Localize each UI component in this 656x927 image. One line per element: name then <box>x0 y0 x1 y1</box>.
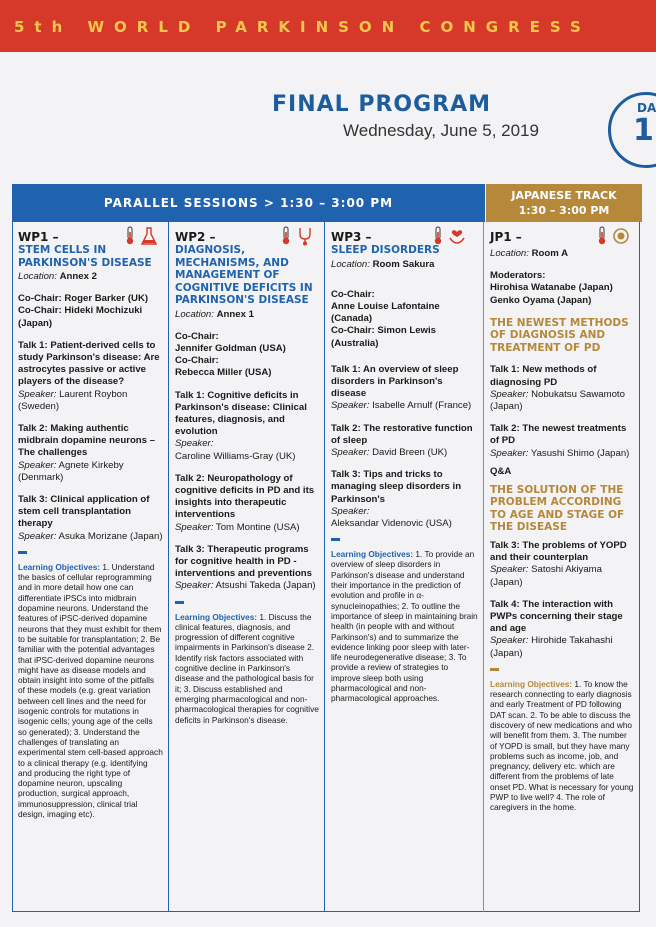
talk-speaker <box>18 531 163 543</box>
session-jp1 <box>484 222 640 912</box>
session-location <box>490 248 635 260</box>
moderator: Genko Oyama (Japan) <box>490 294 592 306</box>
talk-title: Talk 3: Tips and tricks to managing sleep disorders in Parkinson's <box>331 469 462 505</box>
speaker-label: Speaker: <box>175 438 214 450</box>
co-chair: Rebecca Miller (USA) <box>175 367 272 379</box>
divider <box>18 551 27 554</box>
talk-title: Talk 2: The restorative function of sleep <box>331 422 473 446</box>
learning-objectives <box>490 679 635 813</box>
talk-title: Talk 1: New methods of diagnosing PD <box>490 364 597 388</box>
lo-text: 1. Discuss the clinical features, diagnosis, and progression of different cognitive impairments in Parkinson's disease 2. Identify risk factors associated with cognitive decline in Parkinson's disease and the pathological basis for it; 3. Discuss established and emerging pharmacological and non-pharmacological therapies for cognitive deficits in Parkinson's disease. <box>175 611 319 725</box>
location-value: Annex 1 <box>216 308 254 320</box>
speaker-label: Speaker: <box>18 530 57 542</box>
learning-objectives <box>175 612 319 725</box>
speaker-name: Laurent Roybon (Sweden) <box>18 388 128 412</box>
lo-heading: Learning Objectives: <box>18 561 101 572</box>
talk-speaker <box>331 447 478 459</box>
lo-heading: Learning Objectives: <box>490 678 573 689</box>
speaker-name: Aleksandar Videnovic (USA) <box>331 517 452 529</box>
congress-banner <box>0 0 656 52</box>
co-chair-label: Co-Chair: <box>175 355 219 367</box>
speaker-label: Speaker: <box>18 388 57 400</box>
speaker-label: Speaker: <box>331 505 370 517</box>
session-location <box>18 271 163 283</box>
talk-title: Talk 2: The newest treatments of PD <box>490 423 627 447</box>
day-tab-label: DA <box>637 101 656 115</box>
jp-header-line2: 1:30 – 3:00 PM <box>518 204 610 217</box>
session-wp2 <box>169 222 325 912</box>
learning-objectives <box>18 562 163 819</box>
location-label: Location: <box>331 258 370 270</box>
lo-heading: Learning Objectives: <box>175 611 258 622</box>
moderator: Hirohisa Watanabe (Japan) <box>490 282 613 294</box>
location-label: Location: <box>490 248 529 259</box>
session-wp3 <box>325 222 484 912</box>
talk-speaker <box>331 400 478 412</box>
co-chair-label: Co-Chair: <box>331 288 375 300</box>
jp-header-line1: JAPANESE TRACK <box>511 189 617 202</box>
talk-speaker <box>18 389 163 413</box>
talk-title: Talk 2: Making authentic midbrain dopamine neurons – The challenges <box>18 423 155 459</box>
page-title: FINAL PROGRAM <box>272 92 492 117</box>
lo-text: 1. To know the research connecting to early diagnosis and early Treatment of PD following DAT scan. 2. To be able to discuss the discovery of new medications and who will benefit from them. 3. The number of YOPD is small, but they have many problems such as income, job, and pregnancy, delivery etc. which are different from the problems of late onset PD. What is necessary for young PWP to live well? 4. The role of caregivers in the home. <box>490 678 634 813</box>
talk-title: Talk 3: Therapeutic programs for cognitive health in PD - interventions and preventions <box>175 543 313 580</box>
speaker-name: Hirohide Takahashi (Japan) <box>490 635 613 659</box>
session-location <box>331 259 478 271</box>
lo-heading: Learning Objectives: <box>331 549 414 560</box>
page-date: Wednesday, June 5, 2019 <box>343 121 539 140</box>
session-title: DIAGNOSIS, MECHANISMS, AND MANAGEMENT OF COGNITIVE DEFICITS IN PARKINSON'S DISEASE <box>175 244 313 306</box>
speaker-label: Speaker: <box>490 447 529 459</box>
divider <box>331 538 340 541</box>
location-value: Room Sakura <box>372 258 435 270</box>
talk-speaker <box>490 448 635 460</box>
speaker-name: Agnete Kirkeby (Denmark) <box>18 459 124 483</box>
co-chair: Anne Louise Lafontaine (Canada) <box>331 300 440 325</box>
talk-speaker <box>490 635 635 659</box>
speaker-name: Isabelle Arnulf (France) <box>372 400 472 412</box>
speaker-name: Caroline Williams-Gray (UK) <box>175 450 296 462</box>
talk-title: Talk 2: Neuropathology of cognitive deficits in PD and its insights into therapeutic interventions <box>175 472 315 521</box>
co-chair: Co-Chair: Roger Barker (UK) <box>18 293 149 305</box>
co-chair-label: Co-Chair: <box>175 330 219 342</box>
speaker-name: David Breen (UK) <box>372 446 448 458</box>
session-code: WP2 – <box>175 230 216 244</box>
moderators-label: Moderators: <box>490 270 546 282</box>
speaker-name: Tom Montine (USA) <box>215 521 300 533</box>
location-label: Location: <box>18 271 57 282</box>
talk-speaker <box>175 580 319 592</box>
speaker-label: Speaker: <box>331 400 370 412</box>
location-value: Room A <box>531 248 569 259</box>
qa-label: Q&A <box>490 465 512 477</box>
speaker-name: Nobukatsu Sawamoto (Japan) <box>490 388 625 412</box>
speaker-name: Atsushi Takeda (Japan) <box>215 580 316 592</box>
speaker-label: Speaker: <box>175 580 214 592</box>
day-tab-number: 1 <box>633 113 654 148</box>
speaker-label: Speaker: <box>490 564 529 576</box>
lo-text: 1. To provide an overview of sleep disorders in Parkinson's disease and understand their importance in the prediction of evolution and profile in α-synucleinopathies; 2. To outline the importance of sleep in maintaining brain health (in people with and without Parkinson's) and to summarize the evidence linking poor sleep with later-life neurodegenerative disease; 3. To provide a review of strategies to improve sleep both using pharmacological and non-pharmacological approaches. <box>331 549 478 704</box>
talk-speaker <box>490 564 635 588</box>
session-title: SLEEP DISORDERS <box>331 244 440 256</box>
speaker-label: Speaker: <box>490 635 529 647</box>
talk-title: Talk 1: Patient-derived cells to study Parkinson's disease: Are astrocytes passive or active players of the disease? <box>18 339 160 388</box>
lo-text: 1. Understand the basics of cellular reprogramming and in more detail how one can differentiate iPSCs into midbrain dopamine neurons. Understand the features of iPSC-derived dopamine neurons that they must exhibit for them to be suitable for transplantation; 2. Be familiar with the potential advantages that iPSC-derived dopamine neurons might have as disease models and obtain insight into some of the pitfalls of these models (e.g. great variation between cell lines and the need for isogenic controls for mutations in isogenic cells; young age of the cells so generated); 3. Understand the challenges of translating an experimental stem cell-based approach to a clinical therapy (e.g. identifying and producing the right type of dopamine neuron, upscaling production, surgical approach, immunosuppression, clinical trial design, imaging etc). <box>18 561 163 819</box>
co-chair: Co-Chair: Hideki Mochizuki (Japan) <box>18 305 143 329</box>
talk-title: Talk 1: Cognitive deficits in Parkinson's disease: Clinical features, diagnosis, and evolution <box>175 389 307 438</box>
talk-speaker <box>175 522 319 534</box>
talk-speaker <box>490 389 635 413</box>
japanese-track-header <box>486 184 642 222</box>
speaker-label: Speaker: <box>490 388 529 400</box>
banner-text: 5th WORLD PARKINSON CONGRESS <box>14 18 591 36</box>
session-code: JP1 – <box>490 230 522 244</box>
session-location <box>175 309 319 321</box>
learning-objectives <box>331 549 478 703</box>
talk-title: Talk 3: The problems of YOPD and their counterplan <box>490 539 627 564</box>
talk-speaker <box>18 460 163 484</box>
talk-title: Talk 3: Clinical application of stem cell transplantation therapy <box>18 494 150 530</box>
location-label: Location: <box>175 308 214 320</box>
session-code: WP3 – <box>331 230 372 244</box>
talk-title: Talk 1: An overview of sleep disorders in Parkinson's disease <box>331 363 459 400</box>
session-wp1 <box>12 222 169 912</box>
divider <box>175 601 184 604</box>
subsession-title: THE SOLUTION OF THE PROBLEM ACCORDING TO AGE AND STAGE OF THE DISEASE <box>490 483 625 534</box>
speaker-label: Speaker: <box>175 521 214 533</box>
speaker-name: Satoshi Akiyama (Japan) <box>490 564 603 588</box>
session-title: STEM CELLS IN PARKINSON'S DISEASE <box>18 244 152 269</box>
location-value: Annex 2 <box>59 271 97 282</box>
speaker-label: Speaker: <box>18 459 57 471</box>
speaker-name: Yasushi Shimo (Japan) <box>530 447 630 459</box>
subsession-title: THE NEWEST METHODS OF DIAGNOSIS AND TREATMENT OF PD <box>490 316 629 354</box>
co-chair: Jennifer Goldman (USA) <box>175 342 286 354</box>
divider <box>490 668 499 671</box>
speaker-label: Speaker: <box>331 446 370 458</box>
speaker-name: Asuka Morizane (Japan) <box>58 530 163 542</box>
talk-title: Talk 4: The interaction with PWPs concerning their stage and age <box>490 598 623 635</box>
session-code: WP1 – <box>18 230 59 244</box>
parallel-sessions-header: PARALLEL SESSIONS > 1:30 – 3:00 PM <box>12 184 485 222</box>
co-chair: Co-Chair: Simon Lewis (Australia) <box>331 325 437 349</box>
